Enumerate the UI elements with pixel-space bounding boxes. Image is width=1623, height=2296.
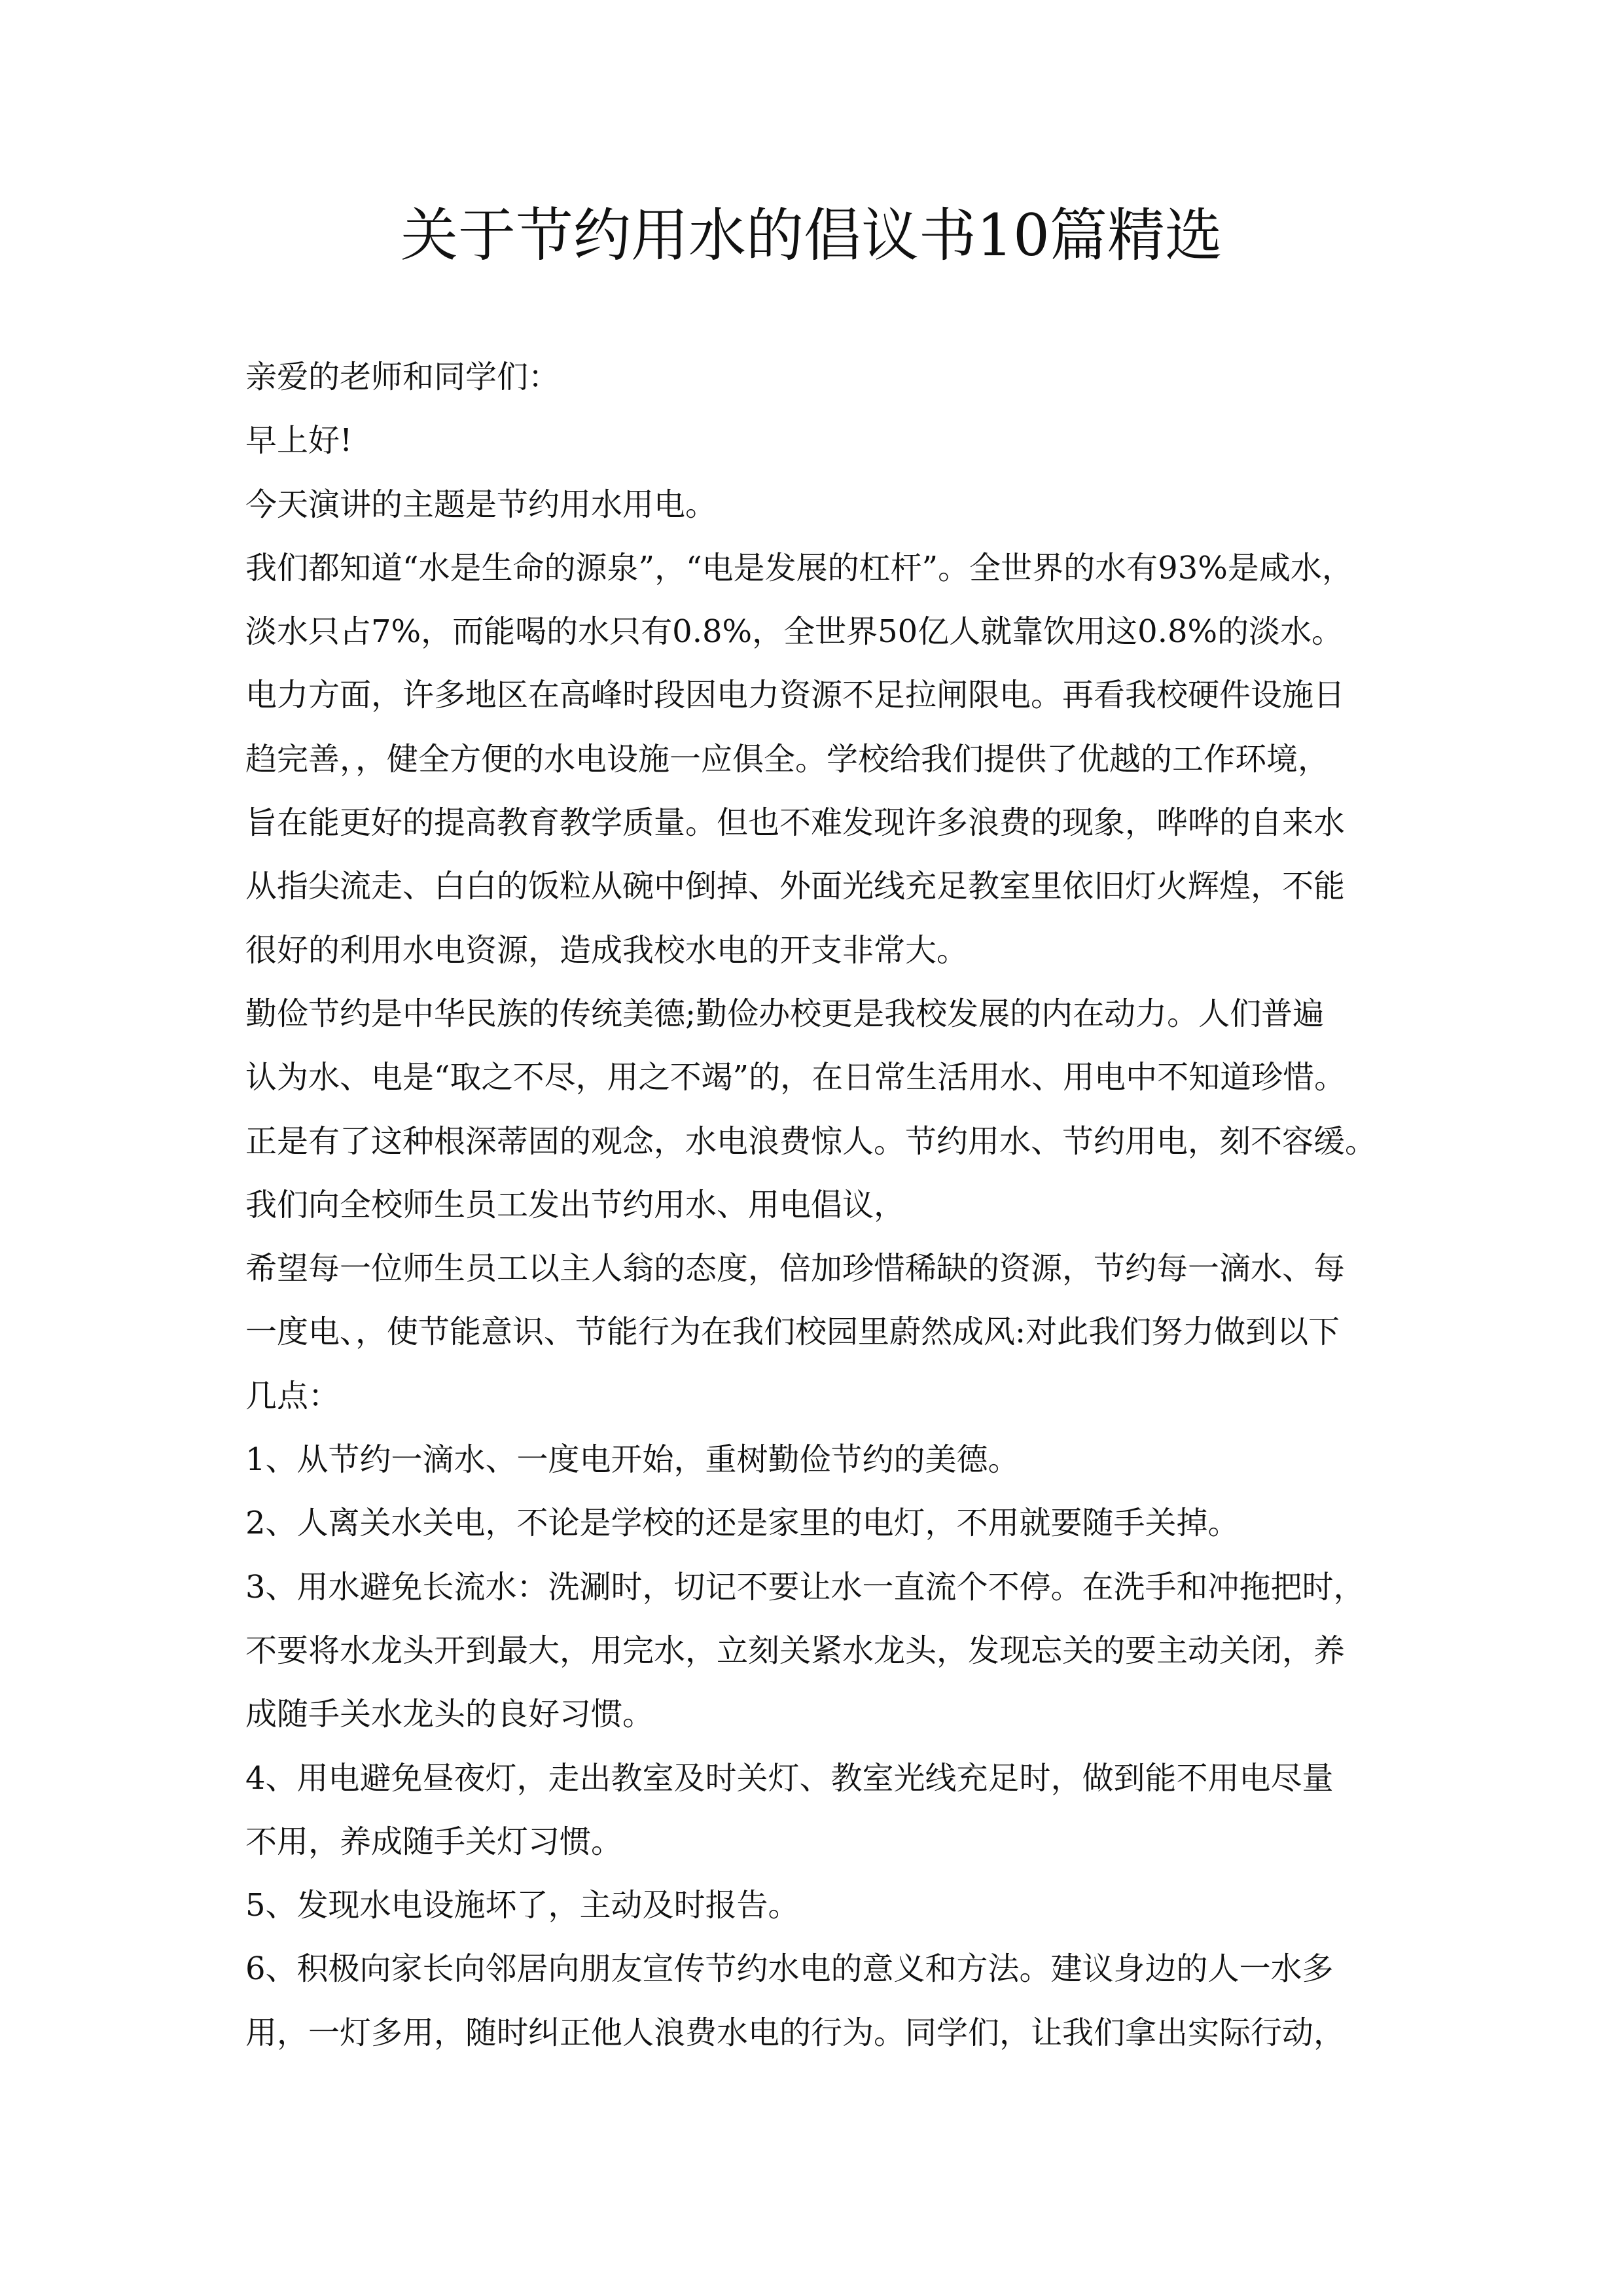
text-line: 2、人离关水关电，不论是学校的还是家里的电灯，不用就要随手关掉。 [245, 1505, 1240, 1542]
text-line: 早上好! [245, 422, 353, 459]
text-line: 1、从节约一滴水、一度电开始，重树勤俭节约的美德。 [245, 1441, 1020, 1479]
text-line: 5、发现水电设施坏了，主动及时报告。 [245, 1887, 800, 1924]
text-line: 旨在能更好的提高教育教学质量。但也不难发现许多浪费的现象，哗哗的自来水 [245, 804, 1346, 842]
text-line: 希望每一位师生员工以主人翁的态度，倍加珍惜稀缺的资源，节约每一滴水、每 [245, 1250, 1346, 1287]
document-body [245, 346, 1397, 2065]
text-line: 成随手关水龙头的良好习惯。 [245, 1696, 654, 1733]
document-title: 关于节约用水的倡议书10篇精选 [401, 202, 1222, 269]
text-line: 很好的利用水电资源，造成我校水电的开支非常大。 [245, 931, 969, 969]
text-line: 用，一灯多用，随时纠正他人浪费水电的行为。同学们，让我们拿出实际行动， [245, 2014, 1346, 2051]
text-line: 勤俭节约是中华民族的传统美德;勤俭办校更是我校发展的内在动力。人们普遍 [245, 995, 1325, 1032]
text-line: 我们都知道“水是生命的源泉”，“电是发展的杠杆”。全世界的水有93%是咸水， [245, 549, 1353, 586]
text-line: 几点： [245, 1377, 340, 1414]
text-line: 正是有了这种根深蒂固的观念，水电浪费惊人。节约用水、节约用电，刻不容缓。 [245, 1122, 1377, 1160]
text-line: 我们向全校师生员工发出节约用水、用电倡议， [245, 1186, 906, 1223]
text-line: 淡水只占7%，而能喝的水只有0.8%，全世界50亿人就靠饮用这0.8%的淡水。 [245, 613, 1344, 651]
text-line: 从指尖流走、白白的饭粒从碗中倒掉、外面光线充足教室里依旧灯火辉煌，不能 [245, 868, 1346, 905]
text-line: 电力方面，许多地区在高峰时段因电力资源不足拉闸限电。再看我校硬件设施日 [245, 677, 1346, 714]
text-line: 今天演讲的主题是节约用水用电。 [245, 486, 717, 523]
text-line: 趋完善，，健全方便的水电设施一应俱全。学校给我们提供了优越的工作环境， [245, 740, 1330, 778]
text-line: 不用，养成随手关灯习惯。 [245, 1823, 623, 1860]
text-line: 3、用水避免长流水：洗涮时，切记不要让水一直流个不停。在洗手和冲拖把时， [245, 1568, 1365, 1605]
text-line: 一度电、，使节能意识、节能行为在我们校园里蔚然成风:对此我们努力做到以下 [245, 1314, 1340, 1351]
text-line: 6、积极向家长向邻居向朋友宣传节约水电的意义和方法。建议身边的人一水多 [245, 1950, 1334, 1988]
text-line: 亲爱的老师和同学们： [245, 359, 560, 395]
text-line: 4、用电避免昼夜灯，走出教室及时关灯、教室光线充足时，做到能不用电尽量 [245, 1759, 1334, 1797]
text-line: 不要将水龙头开到最大，用完水，立刻关紧水龙头，发现忘关的要主动关闭，养 [245, 1632, 1346, 1669]
text-line: 认为水、电是“取之不尽，用之不竭”的，在日常生活用水、用电中不知道珍惜。 [245, 1059, 1346, 1096]
